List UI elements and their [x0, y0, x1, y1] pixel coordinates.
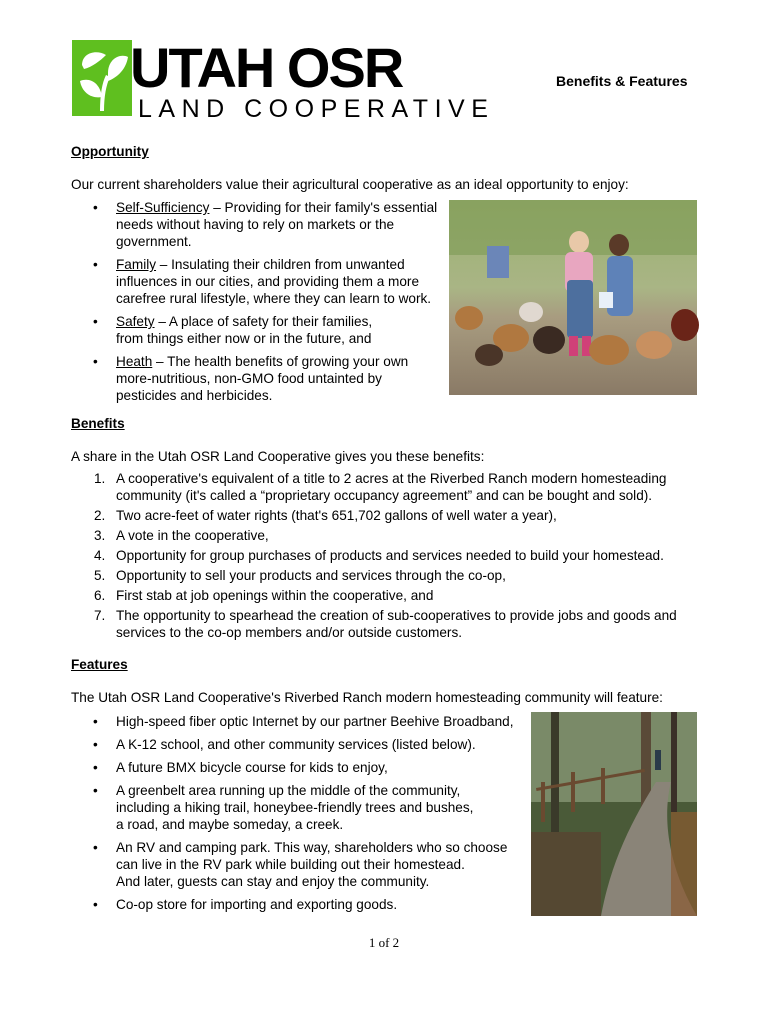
page-number: 1 of 2: [368, 935, 400, 950]
list-item: • High-speed fiber optic Internet by our partner Beehive Broadband,: [71, 713, 531, 730]
opportunity-intro: Our current shareholders value their agricultural cooperative as an ideal opportunity to enjoy:: [71, 177, 629, 192]
company-logo: [70, 36, 495, 123]
benefits-intro: A share in the Utah OSR Land Cooperative gives you these benefits:: [71, 449, 485, 464]
document-title: Benefits & Features: [556, 73, 688, 89]
item-term: Self-Sufficiency: [116, 200, 210, 215]
children-chickens-photo: [449, 200, 697, 395]
logo-text-sub: LAND COOPERATIVE: [138, 95, 495, 123]
list-item: 7. The opportunity to spearhead the creation of sub-cooperatives to provide jobs and goods and services to the co-op members and/or outside customers.: [94, 608, 677, 640]
list-item: • A greenbelt area running up the middle of the community, including a hiking trail, honeybee-friendly trees and bushes, a road, and maybe someday, a creek.: [71, 782, 531, 833]
features-list: [71, 713, 531, 919]
list-item: • An RV and camping park. This way, shareholders who so choose can live in the RV park while building out their homestead. And later, guests can stay and enjoy the community.: [71, 839, 531, 890]
list-item: 3. A vote in the cooperative,: [94, 528, 269, 543]
list-item: 4. Opportunity for group purchases of products and services needed to build your homestead.: [94, 548, 664, 563]
list-item: 6. First stab at job openings within the cooperative, and: [94, 588, 434, 603]
list-item: 5. Opportunity to sell your products and services through the co-op,: [94, 568, 506, 583]
list-item: 2. Two acre-feet of water rights (that's 651,702 gallons of well water a year),: [94, 508, 557, 523]
list-item: • A K-12 school, and other community services (listed below).: [71, 736, 531, 753]
list-item: • A future BMX bicycle course for kids to enjoy,: [71, 759, 531, 776]
logo-text-main: UTAH OSR: [130, 36, 403, 99]
opportunity-list: [71, 199, 461, 410]
hiking-trail-photo: [531, 712, 697, 916]
benefits-list: [71, 470, 711, 647]
features-heading: Features: [71, 657, 128, 672]
list-item: • Self-Sufficiency – Providing for their family's essential needs without having to rely on markets or the government.: [71, 199, 461, 250]
item-term: Family: [116, 257, 157, 272]
benefits-heading: Benefits: [71, 416, 125, 431]
item-term: Heath: [116, 354, 153, 369]
list-item: • Heath – The health benefits of growing your own more-nutritious, non-GMO food untainted by pesticides and herbicides.: [71, 353, 461, 404]
list-item: • Co-op store for importing and exporting goods.: [71, 896, 531, 913]
opportunity-heading: Opportunity: [71, 144, 149, 159]
item-term: Safety: [116, 314, 155, 329]
list-item: • Safety – A place of safety for their families, from things either now or in the future, and: [71, 313, 461, 347]
features-intro: The Utah OSR Land Cooperative's Riverbed Ranch modern homesteading community will feature:: [71, 690, 663, 705]
list-item: 1. A cooperative's equivalent of a title to 2 acres at the Riverbed Ranch modern homesteading community (it's called a “proprietary occupancy agreement” and can be bought and sold).: [94, 471, 667, 503]
list-item: • Family – Insulating their children from unwanted influences in our cities, and providing them a more carefree rural lifestyle, where they can learn to work.: [71, 256, 461, 307]
